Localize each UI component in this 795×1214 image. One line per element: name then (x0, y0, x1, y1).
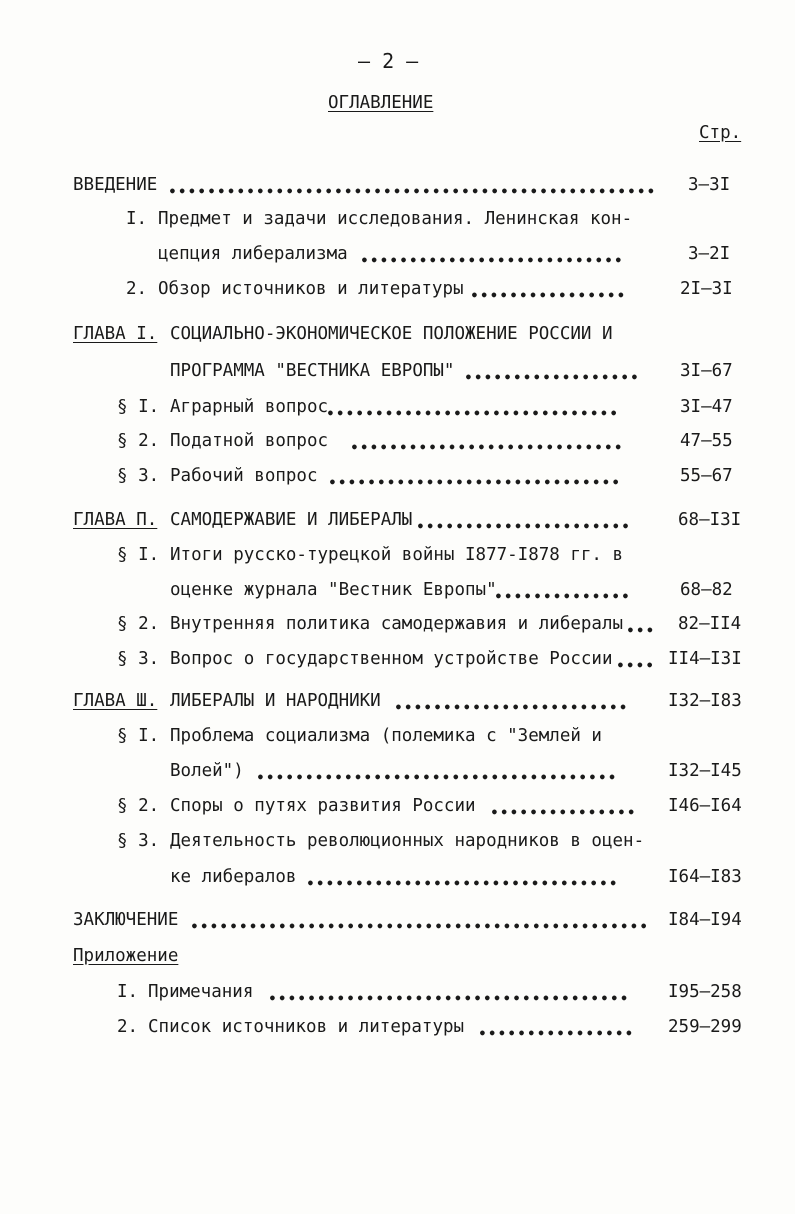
toc-intro-1-line2: цепция либерализма (158, 244, 348, 264)
toc-ch1-1-pages: 3I–47 (680, 397, 733, 417)
toc-app-1-num: I. (117, 982, 139, 1002)
toc-ch3-3-line1: Деятельность революционных народников в оцен- (170, 831, 645, 851)
toc-intro-1-pages: 3–2I (688, 244, 731, 264)
toc-ch2-3-pages: II4–I3I (668, 649, 742, 669)
toc-ch3-3-num: § 3. (117, 831, 160, 851)
toc-ch3-3-line2: ке либералов (170, 867, 297, 887)
toc-ch1-line1: СОЦИАЛЬНО-ЭКОНОМИЧЕСКОЕ ПОЛОЖЕНИЕ РОССИИ И (170, 324, 613, 344)
toc-ch3-1-line1: Проблема социализма (полемика с "Землей и (170, 726, 602, 746)
toc-ch3-prefix: ГЛАВА Ш. (73, 691, 158, 711)
toc-conclusion-pages: I84–I94 (668, 910, 742, 930)
dot-leader: ●●●●●●●●●●●●●●●●●●●●●●●●●●●●●●●●●●●●● (270, 993, 632, 1002)
toc-ch1-3-num: § 3. (117, 466, 160, 486)
dot-leader: ●●●●●●●●●●●●●●●●●●●●●●●●●●●●●●●●●●●●●●●●●●●●●●● (192, 921, 652, 930)
toc-ch2-1-num: § I. (117, 545, 160, 565)
toc-ch3-1-line2: Волей") (170, 761, 244, 781)
toc-ch1-2-pages: 47–55 (680, 431, 733, 451)
toc-ch2-3-text: Вопрос о государственном устройстве России (170, 649, 613, 669)
toc-ch2-2-num: § 2. (117, 614, 160, 634)
dot-leader: ●●● (628, 625, 658, 634)
toc-app-1-text: Примечания (148, 982, 254, 1002)
toc-intro-1-num: I. (126, 209, 148, 229)
toc-intro-2-num: 2. (126, 279, 148, 299)
dot-leader: ●●●●●●●●●●●●●●●●●●●●●●●●●●● (362, 255, 626, 264)
toc-ch2-2-text: Внутренняя политика самодержавия и либералы (170, 614, 624, 634)
toc-ch3-2-num: § 2. (117, 796, 160, 816)
toc-ch3-3-pages: I64–I83 (668, 867, 742, 887)
dot-leader: ●●●● (618, 660, 658, 669)
toc-ch1-3-text: Рабочий вопрос (170, 466, 318, 486)
toc-ch2-text: САМОДЕРЖАВИЕ И ЛИБЕРАЛЫ (170, 510, 413, 530)
toc-ch2-pages: 68–I3I (678, 510, 742, 530)
toc-ch1-1-text: Аграрный вопрос (170, 397, 329, 417)
dot-leader: ●●●●●●●●●●●●●●●●●●●●●● (418, 521, 633, 530)
toc-ch2-1-line1: Итоги русско-турецкой войны I877-I878 гг. в (170, 545, 624, 565)
toc-app-2-text: Список источников и литературы (148, 1017, 465, 1037)
page-title: ОГЛАВЛЕНИЕ (328, 93, 434, 113)
dot-leader: ●●●●●●●●●●●●●●●●●●●●●●●●●●●● (352, 442, 626, 451)
toc-app-2-num: 2. (117, 1017, 139, 1037)
dot-leader: ●●●●●●●●●●●●●●●●●●●●●●●●●●●●●● (330, 477, 623, 486)
dot-leader: ●●●●●●●●●●●●●●●●●●●●●●●●●●●●●●●●●●●●● (258, 772, 620, 781)
toc-app-2-pages: 259–299 (668, 1017, 742, 1037)
toc-ch3-pages: I32–I83 (668, 691, 742, 711)
dot-leader: ●●●●●●●●●●●●●●●●●● (466, 372, 642, 381)
dot-leader: ●●●●●●●●●●●●●●●●●●●●●●●●●●●●●●●●●●●●●●●●●●●●●●●●●● (170, 186, 659, 195)
toc-intro-1-line1: Предмет и задачи исследования. Ленинская кон- (158, 209, 633, 229)
toc-ch1-2-text: Податной вопрос (170, 431, 329, 451)
toc-app-1-pages: I95–258 (668, 982, 742, 1002)
toc-ch1-pages: 3I–67 (680, 361, 733, 381)
dot-leader: ●●●●●●●●●●●●●●●●●●●●●●●●●●●●●●●● (308, 878, 621, 887)
toc-ch1-1-num: § I. (117, 397, 160, 417)
toc-ch3-1-num: § I. (117, 726, 160, 746)
toc-ch2-prefix: ГЛАВА П. (73, 510, 158, 530)
toc-ch2-1-line2: оценке журнала "Вестник Европы" (170, 580, 497, 600)
toc-intro-2-text: Обзор источников и литературы (158, 279, 464, 299)
toc-ch3-2-text: Споры о путях развития России (170, 796, 476, 816)
dot-leader: ●●●●●●●●●●●●●● (496, 591, 633, 600)
dot-leader: ●●●●●●●●●●●●●●●● (472, 290, 629, 299)
toc-ch1-2-num: § 2. (117, 431, 160, 451)
toc-appendix-label: Приложение (73, 946, 179, 966)
toc-ch2-2-pages: 82–II4 (678, 614, 742, 634)
page-number: – 2 – (358, 49, 419, 73)
toc-ch3-text: ЛИБЕРАЛЫ И НАРОДНИКИ (170, 691, 381, 711)
toc-ch1-prefix: ГЛАВА I. (73, 324, 158, 344)
dot-leader: ●●●●●●●●●●●●●●●● (480, 1028, 637, 1037)
toc-ch2-1-pages: 68–82 (680, 580, 733, 600)
toc-intro-pages: 3–3I (688, 175, 731, 195)
toc-ch3-1-pages: I32–I45 (668, 761, 742, 781)
toc-ch1-line2: ПРОГРАММА "ВЕСТНИКА ЕВРОПЫ" (170, 361, 455, 381)
page-column-label: Стр. (699, 123, 742, 143)
toc-ch2-3-num: § 3. (117, 649, 160, 669)
toc-intro-2-pages: 2I–3I (680, 279, 733, 299)
dot-leader: ●●●●●●●●●●●●●●●●●●●●●●●● (396, 702, 631, 711)
dot-leader: ●●●●●●●●●●●●●●● (492, 807, 639, 816)
toc-ch3-2-pages: I46–I64 (668, 796, 742, 816)
toc-conclusion-label: ЗАКЛЮЧЕНИЕ (73, 910, 179, 930)
toc-intro-label: ВВЕДЕНИЕ (73, 175, 158, 195)
toc-ch1-3-pages: 55–67 (680, 466, 733, 486)
dot-leader: ●●●●●●●●●●●●●●●●●●●●●●●●●●●●●● (328, 408, 621, 417)
